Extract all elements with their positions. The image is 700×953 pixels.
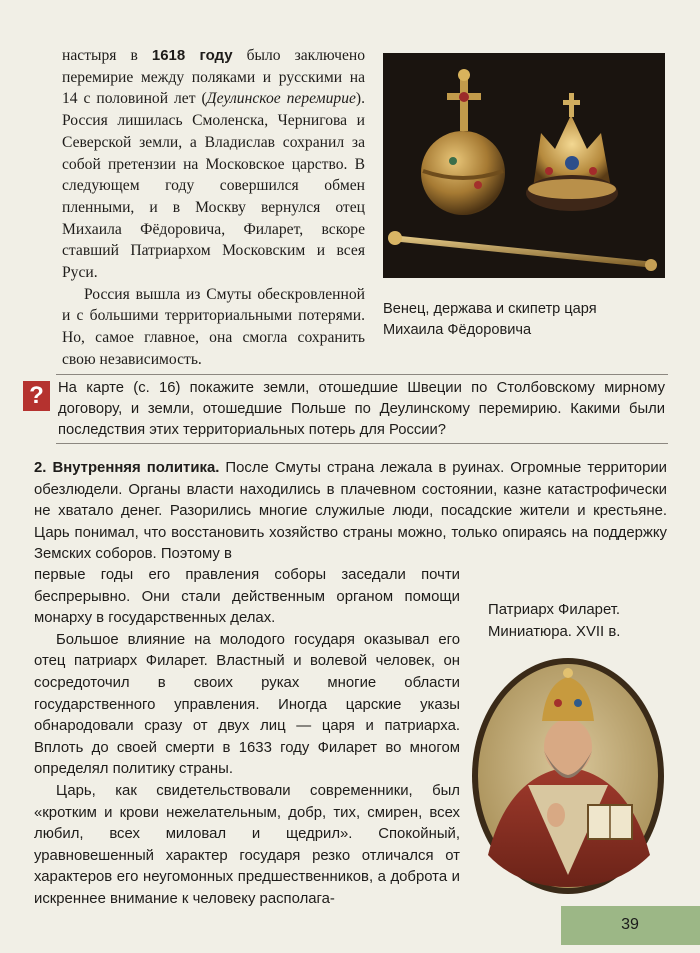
regalia-caption: Венец, держава и скипетр царя Михаила Фёдоровича (383, 301, 597, 338)
section2-heading: 2. Внутренняя политика. (34, 460, 220, 476)
section2-column (34, 565, 460, 911)
question-rule-top (56, 374, 668, 375)
section2-continuation: первые годы его правления соборы заседали почти беспрерывно. Они стали действенным органом помощи монарху в государственных делах. (34, 567, 460, 627)
question-rule-bottom (56, 443, 668, 444)
section2-paragraph-2: Большое влияние на молодого государя оказывал его отец патриарх Филарет. Властный и волевой человек, он сосредоточил в своих руках многие области государственного управления. Иногда царские указы обнародовали сразу от двух лиц — царя и патриарха. Вплоть до своей смерти в 1633 году Филарет во многом определял политику страны. (34, 631, 460, 778)
section2-intro: 2. Внутренняя политика. После Смуты страна лежала в руинах. Огромные территории обезлюдели. Органы власти находились в плачевном состоянии, казне катастрофически не хватало денег. Разорились многие служилые люди, посадские жители и крестьяне. Царь понимал, что восстановить хозяйство страны можно, только опираясь на поддержку Земских соборов. Поэтому в (34, 460, 667, 563)
regalia-image (383, 53, 665, 278)
section2-paragraph-3: Царь, как свидетельствовали современники, был «кротким и крови нежелательным, добр, тих, смирен, всех любил, всех миловал и щедрил». Спокойный, уравновешенный характер государя резко отличался от характеров его неугомонных предшественников, а доброта и искреннее внимание к человеку располага- (34, 782, 460, 907)
portrait-image (468, 655, 668, 898)
question-mark-icon: ? (29, 382, 44, 409)
top-paragraph-2: Россия вышла из Смуты обескровленной и с большими территориальными потерями. Но, самое главное, она смогла сохранить свою независимость. (62, 285, 365, 368)
portrait-caption: Патриарх Филарет. Миниатюра. XVII в. (488, 602, 621, 640)
top-paragraph-1: настыря в 1618 году было заключено перемирие между поляками и русскими на 14 с половиной лет (Деулинское перемирие). Россия лишилась Смоленска, Чернигова и Северской земли, а Владислав сохранил за собой претензии на Московское царство. В следующем году совершился обмен пленными, и в Москву вернулся отец Михаила Фёдоровича, Филарет, вскоре ставший Патриархом Московским и всея Руси. (62, 47, 366, 282)
question-icon (23, 381, 50, 411)
question-text: На карте (с. 16) покажите земли, отошедшие Швеции по Столбовскому мирному договору, и земли, отошедшие Польше по Деулинскому перемирию. Какими были последствия этих территориальных потерь для России? (58, 380, 665, 438)
page-number: 39 (621, 916, 639, 933)
top-text-block (62, 45, 365, 371)
